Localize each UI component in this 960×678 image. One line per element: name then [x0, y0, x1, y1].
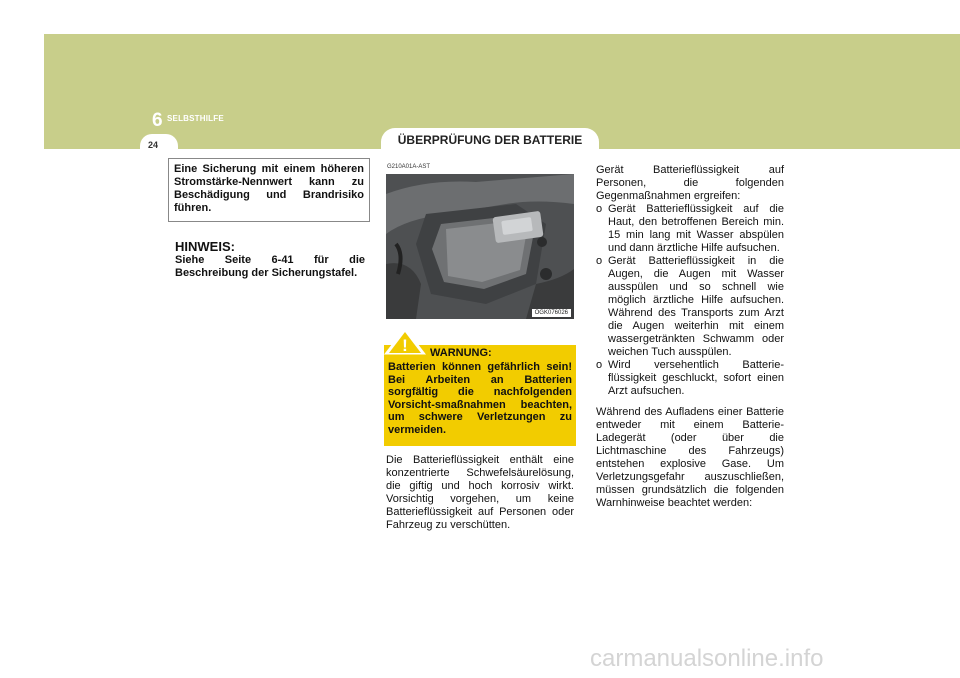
page-number-tab — [140, 134, 178, 156]
warning-box — [384, 345, 576, 446]
bullet-mark: o — [596, 255, 603, 267]
right-column — [596, 164, 784, 510]
chapter-title: SELBSTHILFE — [167, 114, 224, 123]
intro-paragraph: Gerät Batterieflüssigkeit auf Personen, die folgenden Gegenmaßnahmen ergreifen: — [596, 164, 784, 202]
fuse-notice-box: Eine Sicherung mit einem höheren Stromstärke-Nennwert kann zu Beschädigung und Brandrisiko führen. — [168, 158, 370, 222]
list-item — [596, 359, 784, 398]
bullet-mark: o — [596, 203, 603, 215]
chapter-number: 6 — [152, 110, 163, 131]
battery-photo — [386, 174, 574, 319]
warning-title: WARNUNG: — [430, 347, 492, 359]
bullet-mark: o — [596, 359, 603, 371]
list-item — [596, 203, 784, 255]
warning-text: Batterien können gefährlich sein! Bei Arbeiten an Batterien sorgfältig die nachfolgenden Vorsicht-smaßnahmen beachten, um schwere Verletzungen zu vermeiden. — [388, 361, 572, 436]
figure-code: G210A01A-AST — [387, 164, 431, 170]
hinweis-title: HINWEIS: — [175, 239, 235, 254]
hinweis-text: Siehe Seite 6-41 für die Beschreibung der Sicherungstafel. — [175, 254, 365, 279]
image-code: OGK076026 — [532, 309, 571, 317]
bullet-text: Gerät Batterieflüssigkeit auf die Haut, den betroffenen Bereich min. 15 min lang mit Wasser abspülen und dann ärztliche Hilfe aufsuchen. — [608, 203, 784, 254]
acid-paragraph: Die Batterieflüssigkeit enthält eine konzentrierte Schwefelsäurelösung, die giftig und hoch korrosiv wirkt. Vorsichtig vorgehen, um keine Batterieflüssigkeit auf Personen oder Fahrzeug zu verschütten. — [386, 454, 574, 531]
bullet-text: Wird versehentlich Batterie-flüssigkeit geschluckt, sofort einen Arzt aufsuchen. — [608, 359, 784, 397]
watermark: carmanualsonline.info — [590, 645, 824, 672]
section-title: ÜBERPRÜFUNG DER BATTERIE — [397, 133, 583, 147]
list-item — [596, 255, 784, 359]
battery-illustration — [386, 174, 574, 319]
warning-triangle-icon — [383, 327, 427, 355]
svg-text:!: ! — [402, 336, 408, 355]
closing-paragraph: Während des Aufladens einer Batterie entweder mit einem Batterie-Ladegerät (oder über die Lichtmaschine des Fahrzeugs) entstehen explosive Gase. Um Verletzungsgefahr auszuschließen, müssen grundsätzlich die folgenden Warnhinweise beachtet werden: — [596, 406, 784, 509]
bullet-text: Gerät Batterieflüssigkeit in die Augen, die Augen mit Wasser ausspülen und so schnell wie möglich ärztliche Hilfe aufsuchen. Während des Transports zum Arzt die Augen weiterhin mit einem wassergetränkten Schwamm oder weichen Tuch ausspülen. — [608, 255, 784, 358]
page-number: 24 — [148, 140, 159, 150]
